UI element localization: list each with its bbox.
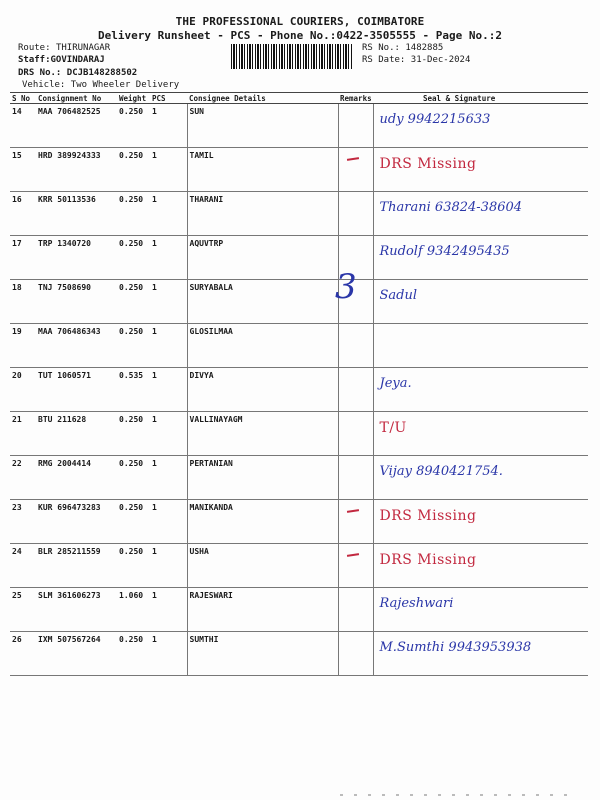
- remark-tick-mark: [346, 509, 358, 513]
- handwritten-signature: T/U: [379, 420, 407, 436]
- vehicle-label: Vehicle:: [22, 80, 66, 90]
- table-row: [10, 148, 588, 192]
- cell-consignment: BTU 211628: [36, 412, 117, 456]
- remarks-bracket-mark: 3: [335, 267, 357, 307]
- rs-date-label: RS Date:: [362, 55, 406, 65]
- cell-weight: 0.250: [117, 544, 150, 588]
- cell-remarks: [338, 192, 373, 236]
- col-header-sno: S No: [10, 93, 36, 104]
- cell-sno: 18: [10, 280, 36, 324]
- cell-weight: 0.250: [117, 236, 150, 280]
- cell-weight: 0.250: [117, 148, 150, 192]
- cell-pcs: 1: [150, 456, 187, 500]
- table-row: [10, 412, 588, 456]
- cell-weight: 0.250: [117, 192, 150, 236]
- cell-consignment: MAA 706486343: [36, 324, 117, 368]
- cell-consignment: KUR 696473283: [36, 500, 117, 544]
- cell-pcs: 1: [150, 632, 187, 676]
- cell-weight: 0.250: [117, 280, 150, 324]
- handwritten-signature: DRS Missing: [379, 156, 477, 172]
- cell-consignee: THARANI: [187, 192, 338, 236]
- table-row: [10, 104, 588, 148]
- cell-pcs: 1: [150, 104, 187, 148]
- cell-sno: 19: [10, 324, 36, 368]
- cell-consignment: TUT 1060571: [36, 368, 117, 412]
- handwritten-signature: Tharani 63824-38604: [379, 200, 523, 215]
- cell-remarks: [338, 500, 373, 544]
- col-header-weight: Weight: [117, 93, 150, 104]
- cell-signature: [373, 632, 588, 676]
- cell-pcs: 1: [150, 192, 187, 236]
- handwritten-signature: Vijay 8940421754.: [379, 464, 503, 479]
- cell-sno: 23: [10, 500, 36, 544]
- cell-pcs: 1: [150, 412, 187, 456]
- table-header-row: [10, 93, 588, 104]
- cell-consignment: KRR 50113536: [36, 192, 117, 236]
- rs-no-label: RS No.:: [362, 43, 400, 53]
- cell-sno: 15: [10, 148, 36, 192]
- cell-pcs: 1: [150, 500, 187, 544]
- cell-consignee: SURYABALA: [187, 280, 338, 324]
- cell-consignee: USHA: [187, 544, 338, 588]
- route-line: [18, 43, 110, 54]
- runsheet-table: [10, 92, 588, 676]
- cell-consignment: SLM 361606273: [36, 588, 117, 632]
- route-label: Route:: [18, 43, 51, 53]
- cell-consignee: SUMTHI: [187, 632, 338, 676]
- table-row: [10, 588, 588, 632]
- cell-signature: [373, 456, 588, 500]
- drs-label: DRS No.:: [18, 68, 62, 78]
- cell-consignee: PERTANIAN: [187, 456, 338, 500]
- col-header-seal: Seal & Signature: [373, 93, 588, 104]
- cell-remarks: [338, 544, 373, 588]
- cell-consignment: BLR 285211559: [36, 544, 117, 588]
- cell-signature: [373, 104, 588, 148]
- vehicle-value: Two Wheeler Delivery: [70, 80, 180, 90]
- runsheet-subtitle: Delivery Runsheet - PCS - Phone No.:0422-3505555 - Page No.:2: [98, 29, 502, 42]
- cell-weight: 0.250: [117, 632, 150, 676]
- cell-consignment: IXM 507567264: [36, 632, 117, 676]
- cell-sno: 20: [10, 368, 36, 412]
- cell-sno: 24: [10, 544, 36, 588]
- cell-consignee: AQUVTRP: [187, 236, 338, 280]
- cell-consignment: MAA 706482525: [36, 104, 117, 148]
- cell-signature: [373, 368, 588, 412]
- cell-signature: [373, 588, 588, 632]
- cell-remarks: [338, 412, 373, 456]
- cell-remarks: [338, 456, 373, 500]
- cell-pcs: 1: [150, 544, 187, 588]
- table-row: [10, 236, 588, 280]
- handwritten-signature: DRS Missing: [379, 552, 477, 568]
- cell-consignee: VALLINAYAGM: [187, 412, 338, 456]
- cell-remarks: [338, 148, 373, 192]
- cell-weight: 0.250: [117, 324, 150, 368]
- cell-consignee: MANIKANDA: [187, 500, 338, 544]
- handwritten-signature: Rudolf 9342495435: [379, 244, 510, 259]
- cell-pcs: 1: [150, 324, 187, 368]
- rs-date-line: [362, 55, 470, 66]
- table-row: [10, 192, 588, 236]
- remark-tick-mark: [346, 553, 358, 557]
- cell-remarks: [338, 324, 373, 368]
- footer-dots: [340, 794, 570, 796]
- handwritten-signature: udy 9942215633: [379, 112, 491, 127]
- cell-weight: 0.250: [117, 412, 150, 456]
- cell-consignee: RAJESWARI: [187, 588, 338, 632]
- cell-pcs: 1: [150, 588, 187, 632]
- cell-weight: 0.250: [117, 456, 150, 500]
- cell-remarks: [338, 632, 373, 676]
- staff-label: Staff:: [18, 55, 51, 65]
- cell-sno: 22: [10, 456, 36, 500]
- cell-consignment: TNJ 7508690: [36, 280, 117, 324]
- cell-sno: 17: [10, 236, 36, 280]
- table-row: [10, 324, 588, 368]
- company-title: THE PROFESSIONAL COURIERS, COIMBATORE: [175, 15, 425, 28]
- staff-line: [18, 55, 105, 66]
- table-row: [10, 456, 588, 500]
- cell-sno: 14: [10, 104, 36, 148]
- handwritten-signature: M.Sumthi 9943953938: [379, 640, 532, 655]
- cell-signature: [373, 280, 588, 324]
- cell-weight: 0.535: [117, 368, 150, 412]
- col-header-remarks: Remarks: [340, 93, 372, 103]
- table-row: [10, 500, 588, 544]
- cell-sno: 21: [10, 412, 36, 456]
- rs-date-value: 31-Dec-2024: [410, 55, 471, 65]
- cell-consignment: RMG 2004414: [36, 456, 117, 500]
- vehicle-line: [22, 80, 179, 91]
- cell-signature: [373, 192, 588, 236]
- cell-signature: [373, 324, 588, 368]
- cell-pcs: 1: [150, 148, 187, 192]
- cell-weight: 0.250: [117, 104, 150, 148]
- cell-pcs: 1: [150, 236, 187, 280]
- handwritten-signature: Rajeshwari: [379, 596, 454, 611]
- table-row: [10, 544, 588, 588]
- handwritten-signature: Sadul: [379, 288, 418, 303]
- table-row: [10, 280, 588, 324]
- cell-weight: 0.250: [117, 500, 150, 544]
- cell-consignee: SUN: [187, 104, 338, 148]
- cell-consignment: TRP 1340720: [36, 236, 117, 280]
- cell-remarks: [338, 104, 373, 148]
- cell-consignment: HRD 389924333: [36, 148, 117, 192]
- drs-line: [18, 68, 137, 79]
- cell-remarks: [338, 588, 373, 632]
- rs-no-value: 1482885: [405, 43, 444, 53]
- cell-sno: 16: [10, 192, 36, 236]
- cell-signature: [373, 236, 588, 280]
- cell-consignee: DIVYA: [187, 368, 338, 412]
- cell-signature: [373, 412, 588, 456]
- cell-consignee: TAMIL: [187, 148, 338, 192]
- col-header-consignment: Consignment No: [36, 93, 117, 104]
- col-header-consignee: Consignee Details: [187, 93, 338, 104]
- staff-value: GOVINDARAJ: [50, 55, 105, 65]
- col-header-pcs: PCS: [150, 93, 187, 104]
- cell-remarks: [338, 368, 373, 412]
- cell-sno: 26: [10, 632, 36, 676]
- cell-consignee: GLOSILMAA: [187, 324, 338, 368]
- cell-signature: [373, 544, 588, 588]
- table-row: [10, 632, 588, 676]
- route-value: THIRUNAGAR: [55, 43, 111, 53]
- barcode: [231, 44, 353, 69]
- cell-pcs: 1: [150, 368, 187, 412]
- cell-signature: [373, 148, 588, 192]
- handwritten-signature: Jeya.: [379, 376, 412, 391]
- drs-value: DCJB148288502: [66, 68, 138, 78]
- remark-tick-mark: [346, 157, 358, 161]
- cell-signature: [373, 500, 588, 544]
- table-body: [10, 104, 588, 676]
- rs-no-line: [362, 43, 443, 54]
- table-row: [10, 368, 588, 412]
- cell-weight: 1.060: [117, 588, 150, 632]
- handwritten-signature: DRS Missing: [379, 508, 477, 524]
- cell-pcs: 1: [150, 280, 187, 324]
- cell-sno: 25: [10, 588, 36, 632]
